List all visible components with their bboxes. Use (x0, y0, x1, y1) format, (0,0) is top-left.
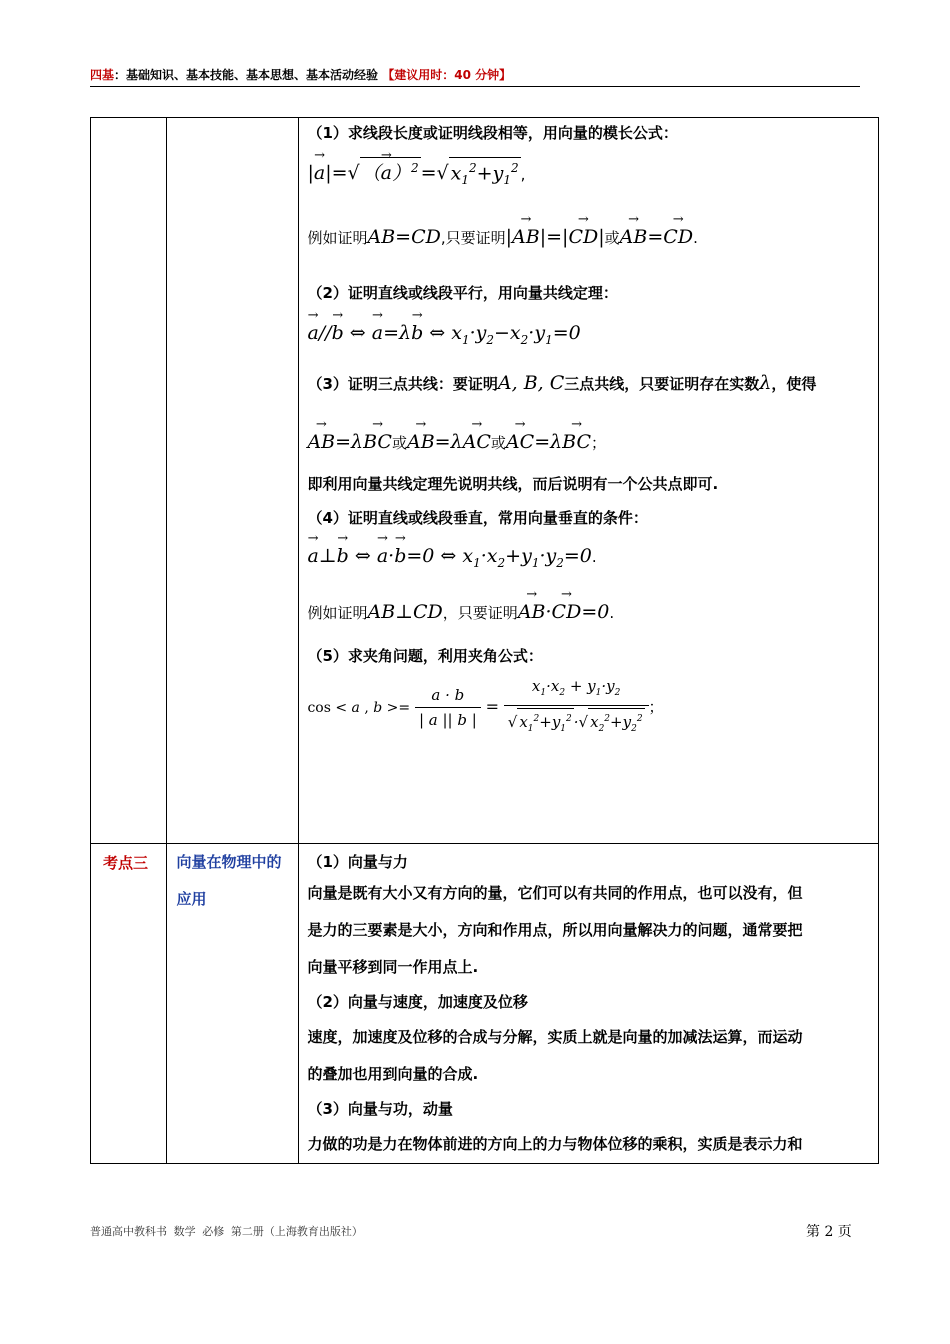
methods-cell (299, 118, 879, 844)
header-time: 【建议用时：40 分钟】 (382, 68, 512, 82)
table-row (91, 844, 879, 1164)
s1-example-or: 或 (604, 229, 620, 247)
content-table (90, 117, 879, 1164)
topic-label-line2: 应用 (176, 890, 207, 908)
s3-title-prefix: （3）证明三点共线：要证明 (307, 375, 498, 393)
s4-example-prefix: 例如证明 (307, 604, 368, 622)
empty-cell (91, 118, 167, 844)
s3-conclusion: 即利用向量共线定理先说明共线，而后说明有一个公共点即可. (307, 475, 719, 493)
p3-line1: 力做的功是力在物体前进的方向上的力与物体位移的乘积，实质是表示力和 (307, 1135, 803, 1153)
empty-cell (166, 118, 299, 844)
topic-label-line1: 向量在物理中的 (176, 853, 282, 871)
s5-formula: cos < a , b >= $\frac{a \cdot b}{| a || b |}$ = $\frac{x_1\cdot x_2 + y_1\cdot y_2}{√ x_1^2+y_1^2 \cdot√ x_2^2+y_2^2}$ ； (307, 676, 870, 728)
p2-title: （2）向量与速度，加速度及位移 (307, 993, 528, 1011)
s2-formula: → a//→ b ⇔ → a=λ→ b ⇔ $x_1\cdot y_2-x_2\cdot y_1=0$ (307, 323, 870, 351)
s4-example: 例如证明AB⊥CD，只要证明→ AB·→ CD=0. (307, 602, 870, 632)
point-label-cell (91, 844, 167, 1164)
p2-line1: 速度，加速度及位移的合成与分解，实质上就是向量的加减法运算，而运动 (307, 1028, 803, 1046)
s5-title: （5）求夹角问题，利用夹角公式： (307, 647, 543, 665)
s2-title: （2）证明直线或线段平行，用向量共线定理： (307, 284, 618, 302)
s3-title: （3）证明三点共线：要证明A, B, C三点共线，只要证明存在实数λ，使得 (307, 372, 817, 394)
header-rule (90, 86, 860, 87)
s3-title-mid: 三点共线，只要证明存在实数 (564, 375, 760, 393)
s4-example-mid: ，只要证明 (442, 604, 518, 622)
s1-example: 例如证明AB=CD,只要证明|→ AB|=|→ CD|或→ AB=→ CD. (307, 227, 870, 261)
point-label: 考点三 (103, 854, 149, 872)
topic-label-cell (166, 844, 299, 1164)
s3-or-2: 或 (490, 434, 506, 452)
s4-title: （4）证明直线或线段垂直，常用向量垂直的条件： (307, 509, 648, 527)
s3-formula: → AB=λ→ BC或→ AB=λ→ AC或→ AC=λ→ BC； (307, 432, 870, 462)
s1-formula: |→ a|=√ （→ a）$^2$ =√ $x_1^2+y_1^2$ , (307, 157, 870, 201)
s4-formula: → a⊥→ b ⇔ → a·→ b=0 ⇔ $x_1\cdot x_2+y_1\cdot y_2=0$. (307, 546, 870, 574)
s3-title-suffix: ，使得 (771, 375, 817, 393)
page-header (90, 66, 511, 83)
header-title-red: 四基 (90, 68, 115, 82)
p1-line3: 向量平移到同一作用点上. (307, 958, 479, 976)
s1-example-prefix: 例如证明 (307, 229, 368, 247)
p1-line1: 向量是既有大小又有方向的量，它们可以有共同的作用点，也可以没有，但 (307, 884, 803, 902)
s1-example-mid: ,只要证明 (440, 229, 506, 247)
table-row (91, 118, 879, 844)
footer-page: 第 2 页 (806, 1224, 852, 1240)
p1-title: （1）向量与力 (307, 853, 408, 871)
s3-or-1: 或 (391, 434, 407, 452)
physics-cell (299, 844, 879, 1164)
p2-line2: 的叠加也用到向量的合成. (307, 1065, 479, 1083)
p3-title: （3）向量与功，动量 (307, 1100, 453, 1118)
p1-line2: 是力的三要素是大小，方向和作用点，所以用向量解决力的问题，通常要把 (307, 921, 803, 939)
header-title-black: ：基础知识、基本技能、基本思想、基本活动经验 (114, 68, 379, 82)
s1-title: （1）求线段长度或证明线段相等，用向量的模长公式： (307, 124, 678, 142)
footer-book: 普通高中教科书 数学 必修 第二册（上海教育出版社） (90, 1225, 363, 1238)
